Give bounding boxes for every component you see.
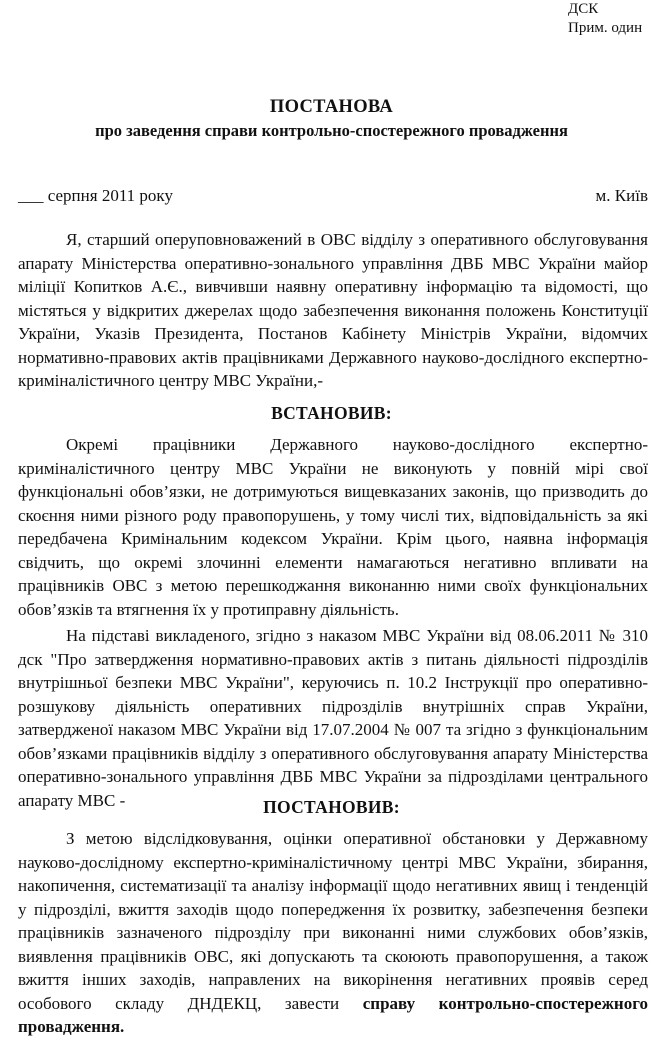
- resolved-block: [18, 827, 648, 1039]
- document-subtitle: про заведення справи контрольно-спостережного провадження: [95, 121, 568, 140]
- established-block-2: [18, 624, 648, 812]
- resolved-paragraph: [18, 827, 648, 1039]
- dateline: [18, 186, 648, 206]
- intro-paragraph: Я, старший оперуповноважений в ОВС відділу з оперативного обслуговування апарату Міністерства оперативно-зонального управління ДВБ МВС України майор міліції Копитков А.Є., вивчивши наявну оперативну інформацію та відомості, що містяться у відкритих джерелах щодо забезпечення виконання положень Конституції України, Указів Президента, Постанов Кабінету Міністрів України, відомчих нормативно-правових актів працівниками Державного науково-дослідного експертно-криміналістичного центру МВС України,-: [18, 230, 648, 390]
- section-heading-established: ВСТАНОВИВ:: [271, 403, 392, 423]
- established-paragraph-2: На підставі викладеного, згідно з наказом МВС України від 08.06.2011 № 310 дск "Про затвердження нормативно-правових актів з питань діяльності підрозділів внутрішньої безпеки МВС України", керуючись п. 10.2 Інструкції про оперативно-розшукову діяльність оперативних підрозділів внутрішніх справ України, затвердженої наказом МВС України від 17.07.2004 № 007 та згідно з функціональним обов’язками працівників відділу з оперативного обслуговування апарату Міністерства оперативно-зонального управління ДВБ МВС України за підрозділами центрального апарату МВС -: [18, 626, 648, 810]
- stamp-copy-number: Прим. один: [568, 20, 643, 36]
- section-heading-resolved: ПОСТАНОВИВ:: [263, 797, 400, 817]
- document-date: ___ серпня 2011 року: [18, 186, 173, 205]
- established-paragraph-1: Окремі працівники Державного науково-дослідного експертно-криміналістичного центру МВС України не виконують у повній мірі свої функціональні обов’язки, не дотримуються вищевказаних законів, що призводить до скоєння ними різного роду правопорушень, у тому числі тих, відповідальність за які передбачена Кримінальним кодексом України. Крім цього, наявна інформація свідчить, що окремі злочинні елементи намагаються негативно впливати на працівників ОВС з метою перешкоджання виконанню ними своїх функціональних обов’язків та втягнення їх у протиправну діяльність.: [18, 435, 648, 619]
- intro-block: [18, 228, 648, 393]
- document-title: ПОСТАНОВА: [269, 97, 394, 117]
- stamp-classification: ДСК: [568, 1, 599, 17]
- classification-stamp: [568, 0, 642, 38]
- resolved-paragraph-text: З метою відслідковування, оцінки оперативної обстановки у Державному науково-дослідному експертно-криміналістичному центрі МВС України, збирання, накопичення, систематизації та аналізу інформації щодо негативних явищ і тенденцій у підрозділі, вжиття заходів щодо попередження їх розвитку, забезпечення безпеки працівників зазначеного підрозділу при виконанні ними службових обов’язків, виявлення працівників ОВС, які допускають та скоюють правопорушення, а також вжиття інших заходів, направлених на викорінення негативних проявів серед особового складу ДНДЕКЦ, завести: [18, 829, 648, 1013]
- resolved-paragraph-emphasis: справу контрольно-спостережного провадження.: [18, 993, 649, 1036]
- document-place: м. Київ: [595, 186, 648, 205]
- established-block-1: [18, 433, 648, 621]
